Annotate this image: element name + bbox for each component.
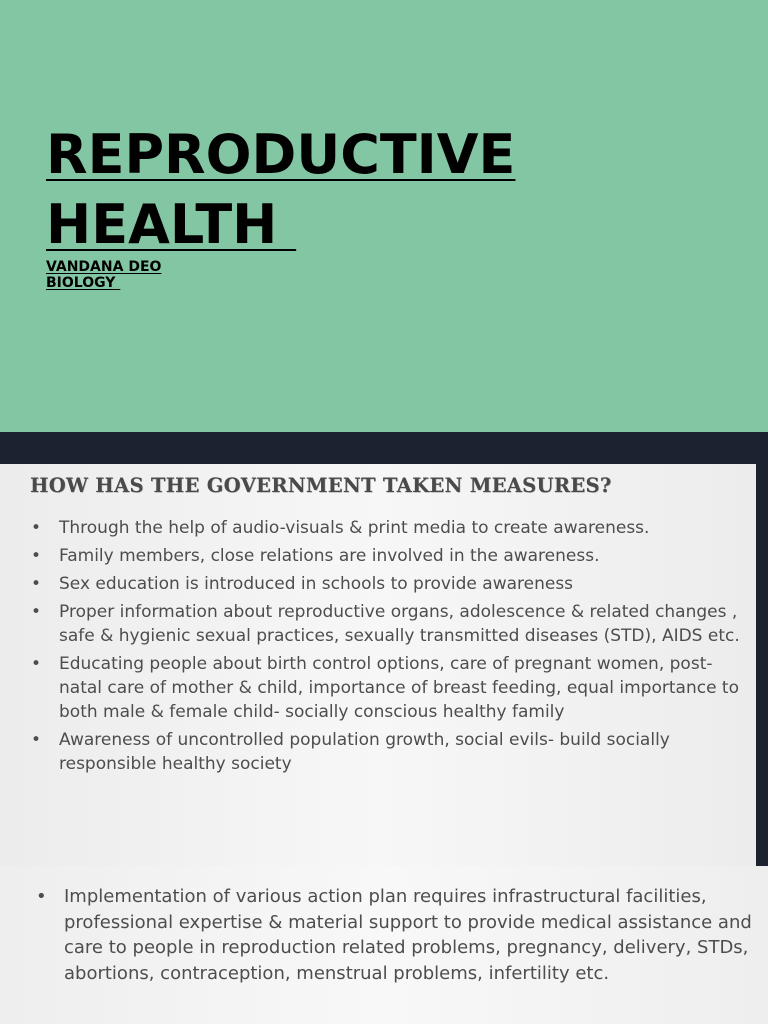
author-name: VANDANA DEO	[46, 259, 162, 275]
list-item	[31, 572, 749, 596]
list-item-text: Through the help of audio-visuals & print media to create awareness.	[59, 518, 650, 538]
list-item	[31, 544, 749, 568]
list-item-text: Awareness of uncontrolled population growth, social evils- build socially responsible healthy society	[59, 730, 670, 774]
list-item	[31, 652, 749, 724]
title-line-1: REPRODUCTIVE	[46, 123, 516, 186]
slide-title	[46, 120, 515, 260]
list-item	[36, 884, 754, 986]
list-item-text: Family members, close relations are involved in the awareness.	[59, 546, 600, 566]
slide-subtitle	[46, 259, 161, 291]
measures-heading: HOW HAS THE GOVERNMENT TAKEN MEASURES?	[30, 474, 612, 497]
bullet-icon: •	[31, 602, 42, 622]
list-item-text: Implementation of various action plan requires infrastructural facilities, professional expertise & material support to provide medical assistance and care to people in reproduction related problems, pregnancy, delivery, STDs, abortions, contraception, menstrual problems, infertility etc.	[64, 886, 752, 984]
subject-name: BIOLOGY	[46, 275, 121, 291]
title-line-2: HEALTH	[46, 193, 297, 256]
bullet-icon: •	[36, 886, 47, 907]
bullet-icon: •	[31, 518, 42, 538]
list-item	[31, 516, 749, 540]
bullet-icon: •	[31, 574, 42, 594]
list-item-text: Educating people about birth control options, care of pregnant women, post- natal care of mother & child, importance of breast feeding, equal importance to both male & female child- socially conscious healthy family	[59, 654, 739, 722]
implementation-list	[36, 884, 754, 994]
bullet-icon: •	[31, 546, 42, 566]
measures-list	[31, 516, 749, 780]
slide-divider	[0, 432, 768, 464]
list-item-text: Sex education is introduced in schools to provide awareness	[59, 574, 574, 594]
bullet-icon: •	[31, 654, 42, 674]
list-item	[31, 728, 749, 776]
bullet-icon: •	[31, 730, 42, 750]
slide-edge	[756, 464, 768, 866]
list-item	[31, 600, 749, 648]
list-item-text: Proper information about reproductive organs, adolescence & related changes , safe & hygienic sexual practices, sexually transmitted diseases (STD), AIDS etc.	[59, 602, 740, 646]
